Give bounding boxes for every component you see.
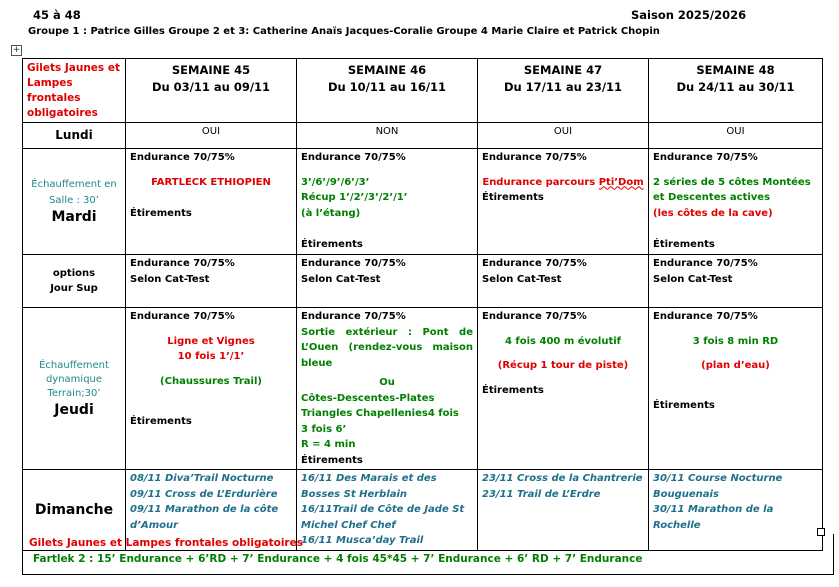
- cat-test-line: Selon Cat-Test: [482, 273, 562, 285]
- season-label: Saison 2025/2026: [631, 8, 747, 22]
- options-row: [23, 255, 823, 308]
- jeudi-w48: [649, 308, 823, 470]
- jeudi-w46: [297, 308, 478, 470]
- endurance-line: Endurance 70/75%: [130, 258, 235, 269]
- table-header-row: [23, 59, 823, 123]
- lundi-label: Lundi: [23, 123, 126, 149]
- stretching-line: Étirements: [130, 415, 192, 427]
- stretching-line: Étirements: [301, 238, 363, 250]
- week-46-header: [297, 59, 478, 123]
- groups-line: Groupe 1 : Patrice Gilles Groupe 2 et 3: Catherine Anaïs Jacques-Coralie Groupe 4 Marie Claire et Patrick Chopin: [28, 26, 660, 37]
- cat-test-line: Selon Cat-Test: [653, 273, 733, 285]
- week-title: SEMAINE 45: [171, 63, 251, 77]
- endurance-line: Endurance 70/75%: [301, 258, 406, 269]
- week-dates: Du 10/11 au 16/11: [327, 80, 447, 94]
- race-item: 23/11 Cross de la Chantrerie: [482, 473, 643, 484]
- lundi-w47: OUI: [478, 123, 649, 149]
- endurance-line: Endurance 70/75%: [653, 258, 758, 269]
- week-dates: Du 17/11 au 23/11: [503, 80, 623, 94]
- session-title: 4 fois 400 m évolutif: [504, 335, 622, 347]
- jeudi-warmup: Échauffement dynamique Terrain;30’: [39, 359, 109, 399]
- session-title: [482, 175, 644, 191]
- options-w45: [126, 255, 297, 308]
- cat-test-line: Selon Cat-Test: [301, 273, 381, 285]
- endurance-line: Endurance 70/75%: [301, 311, 406, 322]
- or-line: Ou: [379, 377, 395, 388]
- recovery-line: Récup 1’/2’/3’/2’/1’: [301, 192, 408, 203]
- recovery-line: (Récup 1 tour de piste): [497, 360, 629, 371]
- stretching-line: Étirements: [653, 400, 715, 411]
- equipment-note: (Chaussures Trail): [160, 375, 262, 387]
- stretching-line: Étirements: [130, 207, 192, 219]
- training-schedule-table: [22, 58, 823, 551]
- week-title: SEMAINE 46: [347, 63, 427, 77]
- endurance-line: Endurance 70/75%: [653, 152, 758, 163]
- session-title: Ligne et Vignes: [167, 335, 255, 347]
- jour-sup-label: Jour Sup: [50, 283, 98, 294]
- week-48-header: [649, 59, 823, 123]
- options-label-cell: [23, 255, 126, 308]
- endurance-line: Endurance 70/75%: [482, 152, 587, 163]
- race-item: 16/11 Des Marais et des Bosses St Herblain: [301, 473, 437, 500]
- endurance-line: Endurance 70/75%: [130, 311, 235, 322]
- mardi-warmup: Échauffement en Salle : 30’: [31, 179, 117, 206]
- table-move-handle-icon[interactable]: +: [12, 45, 21, 55]
- race-item: 30/11 Course Nocturne Bouguenais: [653, 473, 783, 500]
- hills-line: Côtes-Descentes-Plates Triangles Chapellenies4 fois: [301, 392, 459, 419]
- week-dates: Du 03/11 au 09/11: [151, 80, 271, 94]
- lundi-w46: NON: [297, 123, 478, 149]
- race-item: 16/11Trail de Côte de Jade St Michel Chef Chef: [301, 504, 465, 531]
- mardi-label-cell: [23, 149, 126, 255]
- hill-session-line: 2 séries de 5 côtes Montées et Descentes actives: [653, 176, 811, 203]
- jeudi-label: Jeudi: [54, 401, 94, 418]
- location-line: (plan d’eau): [701, 360, 770, 371]
- stretching-line: Étirements: [482, 384, 544, 396]
- safety-warning-cell: Gilets Jaunes et Lampes frontales obligatoires: [23, 59, 126, 123]
- week-title: SEMAINE 48: [696, 63, 775, 77]
- week-45-header: [126, 59, 297, 123]
- race-item: 23/11 Trail de L’Erdre: [482, 488, 601, 500]
- dimanche-label: Dimanche: [23, 470, 126, 551]
- mardi-w48: [649, 149, 823, 255]
- options-w48: [649, 255, 823, 308]
- stretching-line: Étirements: [301, 454, 363, 466]
- footer-warning: Gilets Jaunes et Lampes frontales obligatoires: [29, 537, 303, 549]
- race-item: 08/11 Diva’Trail Nocturne: [130, 473, 274, 484]
- weeks-range: 45 à 48: [33, 8, 81, 22]
- race-item: 30/11 Marathon de la Rochelle: [653, 504, 774, 531]
- outing-line: Sortie extérieur : Pont de L’Ouen (rendez-vous maison bleue: [301, 326, 473, 369]
- footer-fartlek: Fartlek 2 : 15’ Endurance + 6’RD + 7’ Endurance + 4 fois 45*45 + 7’ Endurance + 6’ RD + 7’ Endurance: [33, 553, 643, 565]
- endurance-line: Endurance 70/75%: [482, 311, 587, 322]
- race-item: 09/11 Marathon de la côte d’Amour: [130, 504, 279, 531]
- session-title-place: Pti’Dom: [598, 176, 644, 188]
- jeudi-label-cell: [23, 308, 126, 470]
- mardi-w47: [478, 149, 649, 255]
- endurance-line: Endurance 70/75%: [130, 152, 235, 163]
- session-detail: 10 fois 1’/1’: [177, 351, 245, 362]
- jeudi-w45: [126, 308, 297, 470]
- options-w47: [478, 255, 649, 308]
- session-title: 3 fois 8 min RD: [692, 335, 779, 347]
- lundi-w45: OUI: [126, 123, 297, 149]
- footer-box: [22, 534, 834, 575]
- location-line: (à l’étang): [301, 207, 361, 219]
- mardi-label: Mardi: [51, 209, 97, 225]
- location-line: (les côtes de la cave): [653, 207, 773, 219]
- lundi-row: [23, 123, 823, 149]
- week-title: SEMAINE 47: [523, 63, 603, 77]
- reps-line: 3 fois 6’: [301, 423, 347, 435]
- stretching-line: Étirements: [482, 192, 544, 203]
- session-title-main: Endurance parcours: [482, 176, 599, 188]
- mardi-w45: [126, 149, 297, 255]
- jeudi-w47: [478, 308, 649, 470]
- recovery-line: R = 4 min: [301, 439, 356, 450]
- stretching-line: Étirements: [653, 238, 715, 250]
- lundi-w48: OUI: [649, 123, 823, 149]
- endurance-line: Endurance 70/75%: [301, 152, 406, 163]
- race-item: 09/11 Cross de L’Erdurière: [130, 488, 278, 500]
- options-label: options: [52, 267, 96, 279]
- week-47-header: [478, 59, 649, 123]
- endurance-line: Endurance 70/75%: [653, 311, 758, 322]
- mardi-w46: [297, 149, 478, 255]
- race-item: 16/11 Musca’day Trail: [301, 535, 424, 546]
- jeudi-row: [23, 308, 823, 470]
- endurance-line: Endurance 70/75%: [482, 258, 587, 269]
- week-dates: Du 24/11 au 30/11: [676, 80, 795, 94]
- cat-test-line: Selon Cat-Test: [130, 273, 210, 285]
- intervals-line: 3’/6’/9’/6’/3’: [301, 176, 370, 188]
- session-title: FARTLECK ETHIOPIEN: [151, 176, 271, 188]
- options-w46: [297, 255, 478, 308]
- mardi-row: [23, 149, 823, 255]
